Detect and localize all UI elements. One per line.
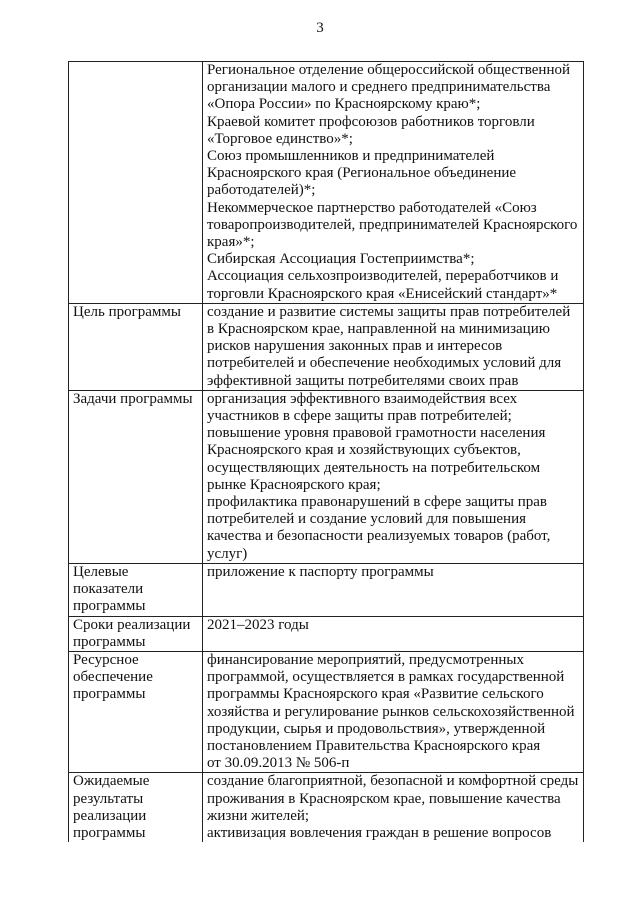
row-label-cell	[69, 563, 203, 616]
value-line: работодателей)*;	[207, 182, 316, 199]
value-line: «Опора России» по Красноярскому краю*;	[207, 96, 481, 113]
table-row-expected-results	[69, 773, 584, 842]
row-value-cell	[203, 651, 584, 772]
table-row-indicators	[69, 563, 584, 616]
row-value-cell	[203, 303, 584, 390]
value-line: повышение уровня правовой грамотности населения	[207, 425, 546, 442]
row-label-cell	[69, 390, 203, 563]
value-line: программой, осуществляется в рамках государственной	[207, 669, 565, 686]
value-line: профилактика правонарушений в сфере защиты прав	[207, 494, 548, 511]
value-line: организации малого и среднего предпринимательства	[207, 79, 551, 96]
value-line: финансирование мероприятий, предусмотренных	[207, 651, 524, 668]
value-line: создание благоприятной, безопасной и комфортной среды	[207, 773, 579, 790]
value-line: постановлением Правительства Красноярского края	[207, 737, 541, 754]
value-line: качества и безопасности реализуемых товаров (работ,	[207, 528, 551, 545]
value-line: проживания в Красноярском крае, повышение качества	[207, 790, 561, 807]
value-line: «Торговое единство»*;	[207, 130, 353, 147]
row-label-cell	[69, 303, 203, 390]
value-line: 2021–2023 годы	[207, 616, 309, 633]
row-value-cell	[203, 563, 584, 616]
value-line: товаропроизводителей, предпринимателей Красноярского	[207, 216, 578, 233]
label-line: программы	[73, 633, 146, 650]
value-line: потребителей и обеспечение необходимых условий для	[207, 355, 562, 372]
page-number: 3	[316, 20, 324, 36]
value-line: услуг)	[207, 545, 248, 562]
label-line: Цель программы	[73, 303, 181, 320]
value-line: рынке Красноярского края;	[207, 476, 381, 493]
value-line: Сибирская Ассоциация Гостеприимства*;	[207, 251, 475, 268]
value-line: Краевой комитет профсоюзов работников торговли	[207, 113, 535, 130]
value-line: продукции, сырья и продовольствия», утвержденной	[207, 720, 546, 737]
table-row-goal	[69, 303, 584, 390]
value-line: приложение к паспорту программы	[207, 563, 434, 580]
row-label-cell	[69, 62, 203, 304]
value-line: осуществляющих деятельность на потребительском	[207, 459, 541, 476]
label-line: Задачи программы	[73, 390, 193, 407]
value-line: жизни жителей;	[207, 807, 310, 824]
label-line: программы	[73, 686, 146, 703]
value-line: хозяйства и регулирование рынков сельскохозяйственной	[207, 703, 575, 720]
program-passport-table	[68, 61, 584, 842]
value-line: в Красноярском крае, направленной на минимизацию	[207, 321, 550, 338]
value-line: от 30.09.2013 № 506-п	[207, 755, 350, 772]
value-line: Союз промышленников и предпринимателей	[207, 148, 495, 165]
value-line: края»*;	[207, 234, 255, 251]
value-line: программы Красноярского края «Развитие сельского	[207, 686, 544, 703]
table-row-timeframe	[69, 616, 584, 651]
label-line: реализации	[73, 807, 147, 824]
value-line: участников в сфере защиты прав потребителей;	[207, 408, 512, 425]
value-line: торговли Красноярского края «Енисейский стандарт»*	[207, 285, 558, 302]
value-line: Красноярского края и хозяйствующих субъектов,	[207, 442, 521, 459]
value-line: Некоммерческое партнерство работодателей «Союз	[207, 199, 537, 216]
value-line: создание и развитие системы защиты прав потребителей	[207, 303, 571, 320]
value-line: рисков нарушения законных прав и интересов	[207, 338, 503, 355]
value-line: потребителей и создание условий для повышения	[207, 511, 527, 528]
label-line: Сроки реализации	[73, 616, 191, 633]
row-value-cell	[203, 773, 584, 842]
row-label-cell	[69, 651, 203, 772]
table-row-resources	[69, 651, 584, 772]
label-line: Ресурсное	[73, 651, 139, 668]
row-value-cell	[203, 62, 584, 304]
value-line: Региональное отделение общероссийской общественной	[207, 62, 571, 78]
label-line: обеспечение	[73, 669, 153, 686]
table-row-participants	[69, 62, 584, 304]
label-line: программы	[73, 824, 146, 841]
table-row-tasks	[69, 390, 584, 563]
value-line: Ассоциация сельхозпроизводителей, переработчиков и	[207, 268, 559, 285]
label-line: программы	[73, 598, 146, 615]
label-line: Целевые	[73, 563, 129, 580]
value-line: организация эффективного взаимодействия всех	[207, 390, 518, 407]
label-line: результаты	[73, 790, 144, 807]
value-line: Красноярского края (Региональное объединение	[207, 165, 517, 182]
row-label-cell	[69, 616, 203, 651]
label-line: показатели	[73, 581, 144, 598]
row-value-cell	[203, 390, 584, 563]
label-line: Ожидаемые	[73, 773, 150, 790]
value-line: эффективной защиты потребителями своих прав	[207, 372, 519, 389]
value-line: активизация вовлечения граждан в решение вопросов	[207, 824, 552, 841]
row-label-cell	[69, 773, 203, 842]
row-value-cell	[203, 616, 584, 651]
